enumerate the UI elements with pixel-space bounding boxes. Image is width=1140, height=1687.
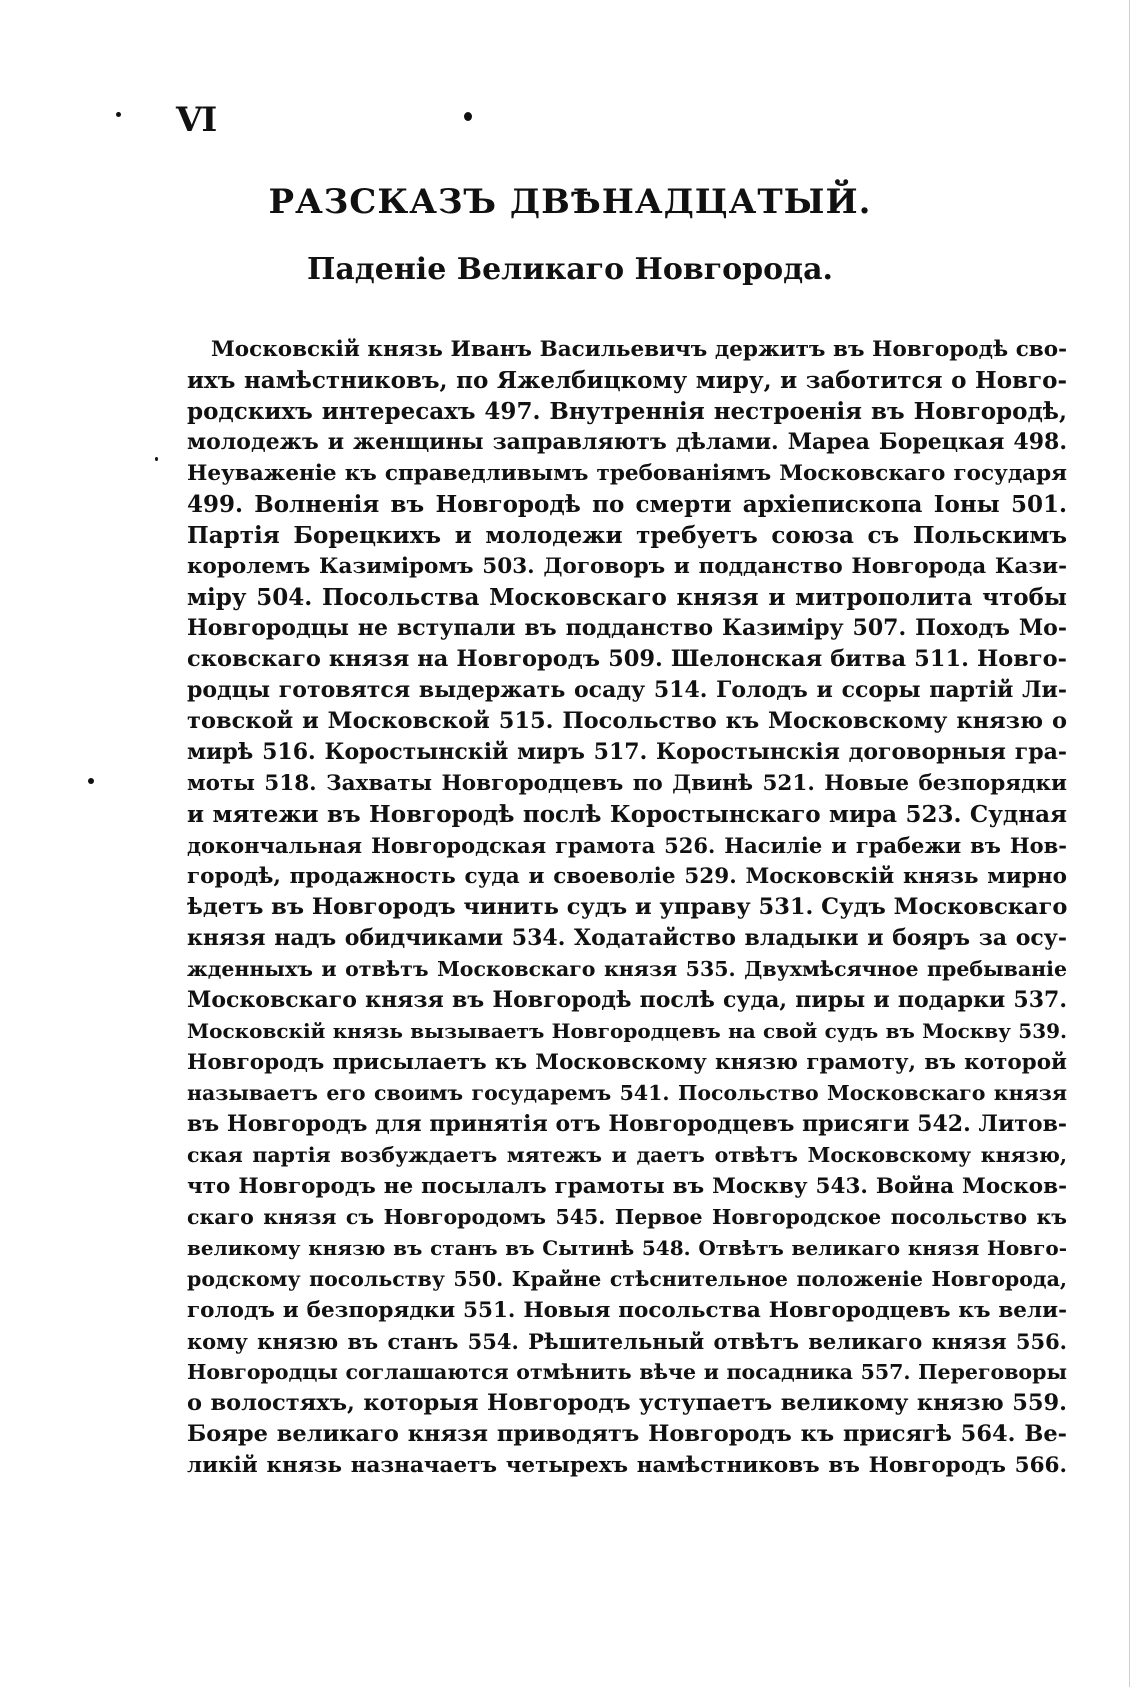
margin-speck [464,112,472,121]
text-line: Партія Борецкихъ и молодежи требуетъ союза съ Польскимъ [187,522,1067,549]
text-line: ихъ намѣстниковъ, по Яжелбицкому миру, и заботится о Новго- [187,367,1067,394]
margin-speck [116,112,121,117]
text-line: Новгородъ присылаетъ къ Московскому князю грамоту, въ которой [187,1050,1067,1075]
margin-speck [155,457,158,461]
text-line: великому князю въ станъ въ Сытинѣ 548. Отвѣтъ великаго князя Новго- [187,1236,1067,1260]
text-line: докончальная Новгородская грамота 526. Насиліе и грабежи въ Нов- [187,833,1067,858]
text-line: мирѣ 516. Коростынскій миръ 517. Коростынскія договорныя гра- [187,739,1067,765]
text-line: въ Новгородъ для принятія отъ Новгородцевъ присяги 542. Литов- [187,1111,1067,1137]
text-line: моты 518. Захваты Новгородцевъ по Двинѣ 521. Новые безпорядки [187,771,1067,796]
text-line: ликій князь назначаетъ четырехъ намѣстниковъ въ Новгородъ 566. [187,1453,1067,1478]
text-line: Бояре великаго князя приводятъ Новгородъ къ присягѣ 564. Ве- [187,1421,1067,1447]
text-line: Московскій князь вызываетъ Новгородцевъ на свой судъ въ Москву 539. [187,1019,1067,1043]
text-line: кому князю въ станъ 554. Рѣшительный отвѣтъ великаго князя 556. [187,1329,1067,1354]
text-line: Новгородцы соглашаются отмѣнить вѣче и посадника 557. Переговоры [187,1360,1067,1384]
text-line: товской и Московской 515. Посольство къ Московскому князю о [187,708,1067,734]
chapter-subtitle: Паденіе Великаго Новгорода. [307,252,833,287]
text-line: Московскаго князя въ Новгородѣ послѣ суда, пиры и подарки 537. [187,987,1067,1013]
text-line: и мятежи въ Новгородѣ послѣ Коростынскаго мира 523. Судная [187,801,1067,828]
text-line: родцы готовятся выдержать осаду 514. Голодъ и ссоры партій Ли- [187,677,1067,703]
chapter-title: РАЗСКАЗЪ ДВѢНАДЦАТЫЙ. [268,182,872,222]
text-line: голодъ и безпорядки 551. Новыя посольства Новгородцевъ къ вели- [187,1298,1067,1323]
text-line: 499. Волненія въ Новгородѣ по смерти архіепископа Іоны 501. [187,491,1067,518]
text-line: ѣдетъ въ Новгородъ чинить судъ и управу 531. Судъ Московскаго [187,894,1068,920]
text-line: ская партія возбуждаетъ мятежъ и даетъ отвѣтъ Московскому князю, [187,1143,1067,1167]
text-line: о волостяхъ, которыя Новгородъ уступаетъ великому князю 559. [187,1390,1067,1416]
text-line: міру 504. Посольства Московскаго князя и митрополита чтобы [187,584,1067,611]
text-line: Новгородцы не вступали въ подданство Казиміру 507. Походъ Мо- [187,615,1067,641]
margin-speck [88,778,94,784]
text-line: городѣ, продажность суда и своеволіе 529. Московскій князь мирно [187,864,1067,889]
text-line: сковскаго князя на Новгородъ 509. Шелонская битва 511. Новго- [187,646,1067,672]
text-line: что Новгородъ не посылалъ грамоты въ Москву 543. Война Москов- [187,1174,1067,1199]
text-line: Неуваженіе къ справедливымъ требованіямъ Московскаго государя [187,461,1067,486]
text-line: родскому посольству 550. Крайне стѣснительное положеніе Новгорода, [187,1267,1067,1291]
text-line: называетъ его своимъ государемъ 541. Посольство Московскаго князя [187,1081,1067,1105]
text-line: молодежъ и женщины заправляютъ дѣлами. Мареа Борецкая 498. [187,429,1067,455]
page-number: VI [176,100,217,140]
text-line: родскихъ интересахъ 497. Внутреннія нестроенія въ Новгородѣ, [187,398,1067,425]
text-line: Московскій князь Иванъ Васильевичъ держитъ въ Новгородѣ сво- [211,337,1067,362]
text-line: королемъ Казиміромъ 503. Договоръ и подданство Новгорода Кази- [187,554,1067,579]
text-line: скаго князя съ Новгородомъ 545. Первое Новгородское посольство къ [187,1205,1067,1229]
summary-paragraph [187,334,1067,1481]
text-line: жденныхъ и отвѣтъ Московскаго князя 535. Двухмѣсячное пребываніе [187,957,1067,981]
text-line: князя надъ обидчиками 534. Ходатайство владыки и бояръ за осу- [187,925,1067,951]
